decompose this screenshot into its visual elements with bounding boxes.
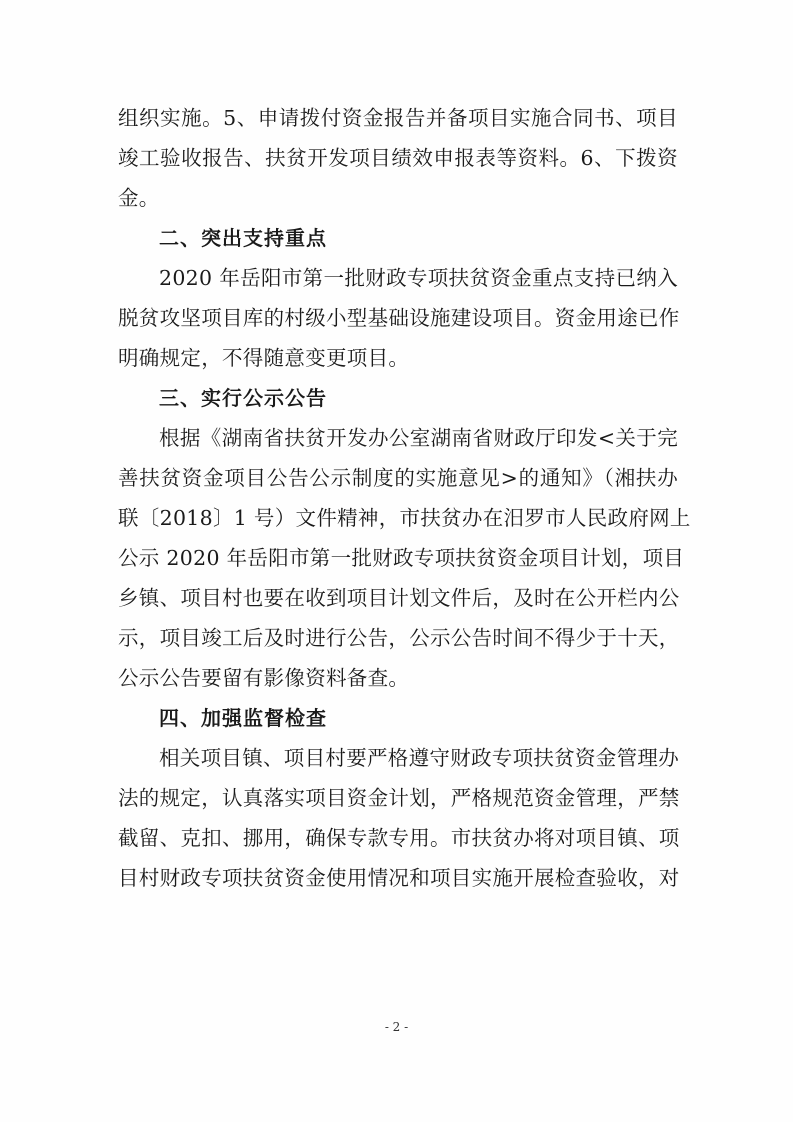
- body-line: 相关项目镇、项目村要严格遵守财政专项扶贫资金管理办: [159, 746, 679, 770]
- body-line: 截留、克扣、挪用，确保专款专用。市扶贫办将对项目镇、项: [118, 826, 680, 850]
- body-line: 竣工验收报告、扶贫开发项目绩效申报表等资料。6、下拨资: [118, 146, 678, 170]
- body-line: 乡镇、项目村也要在收到项目计划文件后，及时在公开栏内公: [118, 586, 680, 610]
- section-heading: 二、突出支持重点: [159, 226, 327, 250]
- body-line: 联〔2018〕1 号）文件精神，市扶贫办在汨罗市人民政府网上: [118, 506, 691, 530]
- section-heading: 三、实行公示公告: [159, 386, 327, 410]
- body-line: 明确规定，不得随意变更项目。: [118, 346, 410, 370]
- body-line: 组织实施。5、申请拨付资金报告并备项目实施合同书、项目: [118, 106, 678, 130]
- body-line: 法的规定，认真落实项目资金计划，严格规范资金管理，严禁: [118, 786, 680, 810]
- section-heading: 四、加强监督检查: [159, 706, 327, 730]
- document-body: [118, 98, 691, 898]
- body-line: 金。: [118, 186, 160, 210]
- body-line: 善扶贫资金项目公告公示制度的实施意见>的通知》（湘扶办: [118, 466, 678, 490]
- body-line: 目村财政专项扶贫资金使用情况和项目实施开展检查验收，对: [118, 866, 680, 890]
- body-line: 示，项目竣工后及时进行公告，公示公告时间不得少于十天，: [118, 626, 680, 650]
- body-line: 2020 年岳阳市第一批财政专项扶贫资金重点支持已纳入: [159, 266, 678, 290]
- page-number: - 2 -: [384, 1020, 409, 1034]
- body-line: 公示公告要留有影像资料备查。: [118, 666, 410, 690]
- body-line: 根据《湖南省扶贫开发办公室湖南省财政厅印发<关于完: [159, 426, 678, 450]
- body-line: 脱贫攻坚项目库的村级小型基础设施建设项目。资金用途已作: [118, 306, 680, 330]
- body-line: 公示 2020 年岳阳市第一批财政专项扶贫资金项目计划，项目: [118, 546, 685, 570]
